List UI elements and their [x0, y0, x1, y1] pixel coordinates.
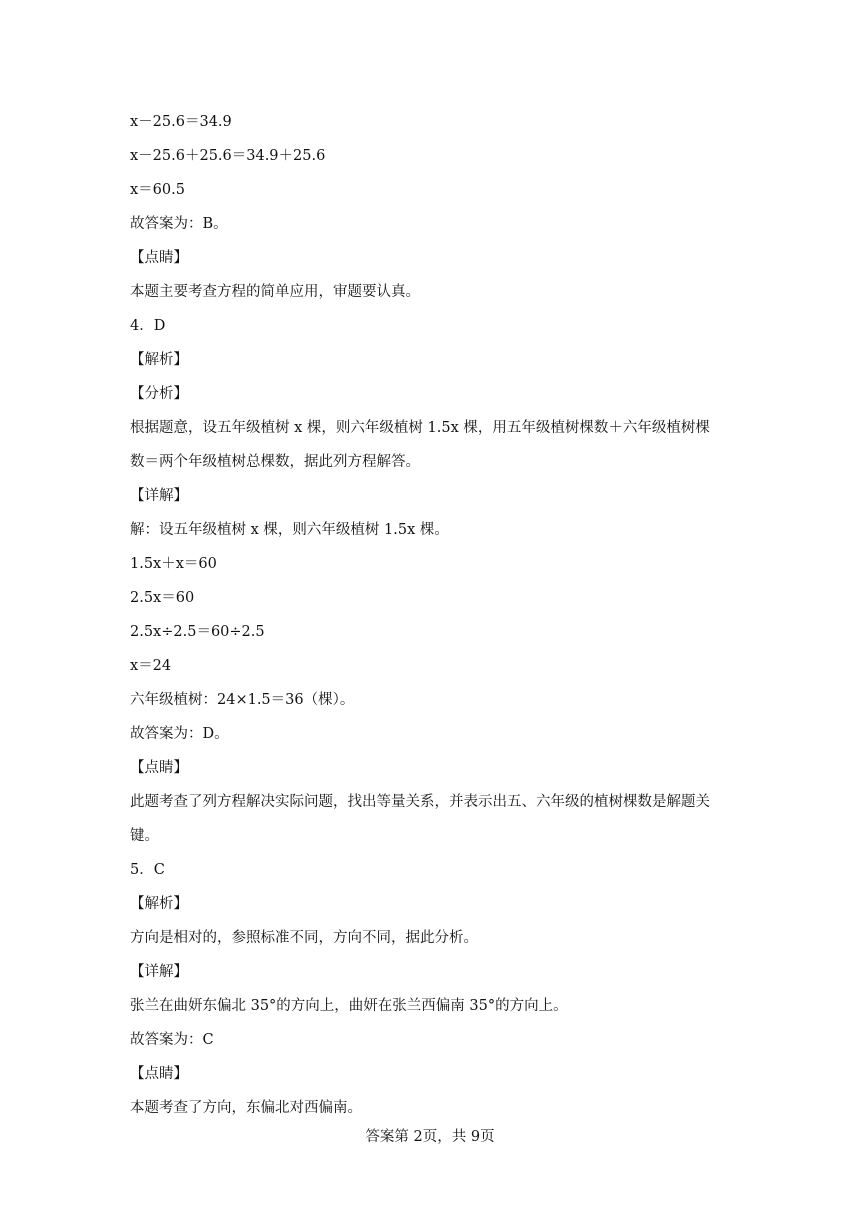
answer-line: 故答案为：D。	[130, 726, 229, 742]
page-footer: 答案第 2页，共 9页	[365, 1129, 495, 1145]
section-heading: 【点睛】	[130, 250, 188, 266]
equation-line: 2.5x÷2.5＝60÷2.5	[130, 624, 265, 640]
paragraph-line: 方向是相对的，参照标准不同，方向不同，据此分析。	[130, 930, 478, 946]
paragraph-line: 此题考查了列方程解决实际问题，找出等量关系，并表示出五、六年级的植树棵数是解题关	[130, 794, 710, 810]
equation-line: x＝24	[130, 658, 172, 674]
question-number: 5．C	[130, 862, 165, 878]
paragraph-line: 六年级植树：24×1.5＝36（棵）。	[130, 692, 355, 708]
section-heading: 【解析】	[130, 896, 188, 912]
paragraph-line: 数＝两个年级植树总棵数，据此列方程解答。	[130, 454, 420, 470]
equation-line: 1.5x＋x＝60	[130, 556, 217, 572]
section-heading: 【详解】	[130, 964, 188, 980]
section-heading: 【详解】	[130, 488, 188, 504]
section-heading: 【分析】	[130, 386, 188, 402]
paragraph-line: 本题考查了方向，东偏北对西偏南。	[130, 1100, 362, 1116]
equation-line: x－25.6＋25.6＝34.9＋25.6	[130, 148, 326, 164]
equation-line: x－25.6＝34.9	[130, 114, 232, 130]
equation-line: 2.5x＝60	[130, 590, 195, 606]
section-heading: 【解析】	[130, 352, 188, 368]
paragraph-line: 根据题意，设五年级植树 x 棵，则六年级植树 1.5x 棵，用五年级植树棵数＋六年级植树棵	[130, 420, 710, 436]
paragraph-line: 解：设五年级植树 x 棵，则六年级植树 1.5x 棵。	[130, 522, 449, 538]
answer-line: 故答案为：C	[130, 1032, 214, 1048]
paragraph-line: 键。	[130, 828, 159, 844]
question-number: 4．D	[130, 318, 166, 334]
paragraph-line: 本题主要考查方程的简单应用，审题要认真。	[130, 284, 420, 300]
paragraph-line: 张兰在曲妍东偏北 35°的方向上，曲妍在张兰西偏南 35°的方向上。	[130, 998, 568, 1014]
equation-line: x＝60.5	[130, 182, 185, 198]
answer-line: 故答案为：B。	[130, 216, 228, 232]
section-heading: 【点睛】	[130, 1066, 188, 1082]
section-heading: 【点睛】	[130, 760, 188, 776]
